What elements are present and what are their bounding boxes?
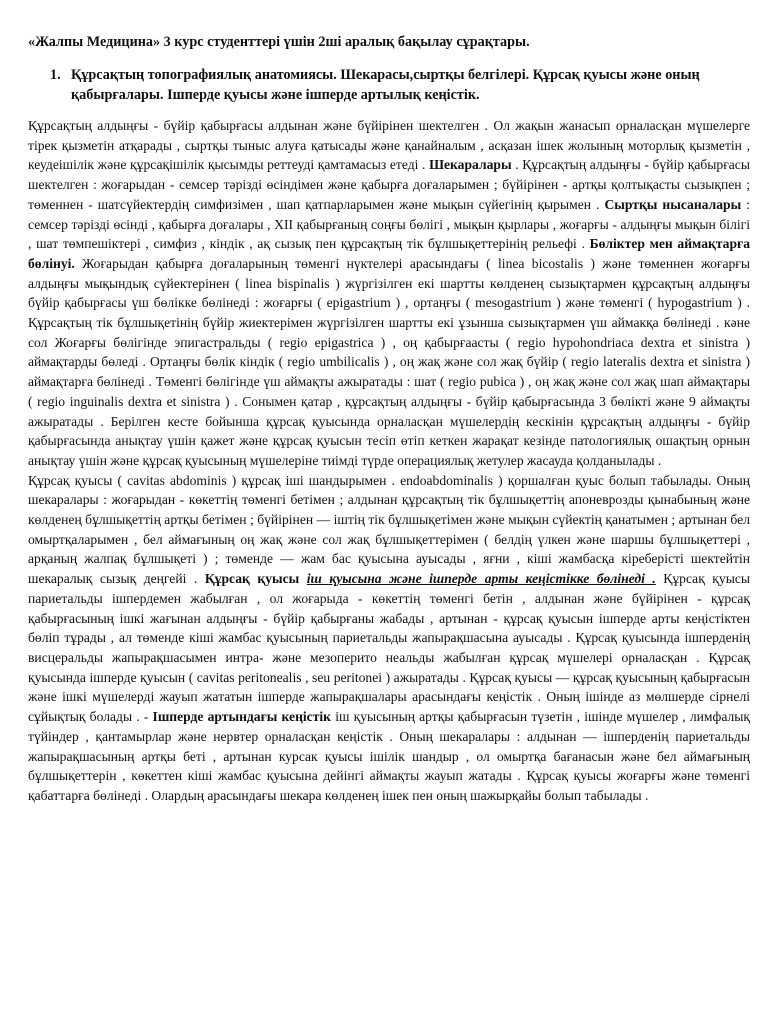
question-item: [50, 66, 750, 105]
heading-boundaries: Шекаралары: [429, 157, 512, 173]
heading-landmarks: Сыртқы нысаналары: [604, 196, 742, 212]
question-text: Құрсақтың топографиялық анатомиясы. Шекарасы,сыртқы белгілері. Құрсақ қуысы және оның қабырғалары. Ішперде қуысы және ішперде артылық кеңістік.: [71, 67, 700, 103]
question-number: 1.: [50, 67, 61, 83]
text-run: . Құрсақтың алдыңғы - бүйір қабырғасы шектелген : жоғарыдан - семсер тәрізді өсіндімен және қабырға доғаларымен ; бүйірінен - артқы қолтықасты сызықпен ; төменнен - шатсүйектердің симфизімен , шап қатпарларымен және мықын сүйегінің қырымен .: [28, 157, 750, 212]
text-run: : семсер тәрізді өсінді , қабырға доғалары , XII қабырғаның соңғы бөлігі , мықын қырлары , жоғарғы - алдыңғы мықын білігі , шат төмпешіктері , симфиз , кіндік , ақ сызық пен құрсақтың тік бұлшықеттерінің рельефі .: [28, 196, 750, 252]
document-page: [28, 32, 750, 806]
paragraph-anterior-wall: [28, 116, 750, 471]
heading-abdominal-cavity: Құрсақ қуысы: [204, 571, 300, 587]
text-run: Құрсақ қуысы ( cavitas abdominis ) құрсақ іші шандырымен . endoabdominalis ) қоршалған қуыс болып табылады. Оның шекаралары : жоғарыдан - көкеттің төменгі бетімен ; алдынан құрсақтың тік бұлшықеттің апоневрозды қынабының және көлденең бұлшықеттің артқы бетімен ; бүйірінен — іштің тік бұлшықетімен және мықын сүйектің қанатымен ; артынан бел омыртқаларымен , бел аймағының оң жақ және сол жақ бұлшықеттерімен ( белдің үлкен және шаршы бұлшықеттері , арқаның жалпақ бұлшықеті ) ; төменде — жам бас қуысына ауысады , яғни , кіші жамбасқа кіреберісті шектейтін шекаралық сызық деңгейі .: [28, 472, 750, 587]
heading-regions: Бөліктер мен аймақтарға бөлінуі.: [28, 236, 750, 271]
text-run: Жоғарыдан қабырға доғаларының төменгі нүктелері арасындағы ( linea bicostalis ) және төменнен жоғарғы алдыңғы мықындық сүйектерінен ( linea bispinalis ) жүргізілген екі шартты көлденең сызықтармен құрсақтың алдыңғы бүйір қабырғасы үш бөлікке бөлінеді : жоғарғы ( epigastrium ) , ортаңғы ( mesogastrium ) және төменгі ( hypogastrium ) . Құрсақтың тік бұлшықетінің бүйір жиектерімен жүргізілген шартты екі ұзынша сызықтармен үш аймакқа бөлінеді . кәне сол Жоғарғы бөлігінде эпигастральды ( regio epigastrica ) , оң қабырғаасты ( regio hypohondriaca dextra et sinistra ) аймақтарды бөледі . Ортаңғы бөлік кіндік ( regio umbilicalis ) , оң жақ және сол жақ бүйір ( regio lateralis dextra et sinistra ) аймақтарға бөлінеді . Төменгі бөлігінде үш аймақты ажыратады : шат ( regio pubica ) , оң жақ және сол жақ шап аймақтары ( regio inguinalis dextra et sinistra ) . Сонымен қатар , құрсақтың алдыңғы - бүйір қабырғасында 3 бөлікті және 9 аймақты ажыратады . Берілген кесте бойынша құрсақ қуысында орналасқан мүшелердің кескінін құрсақтың алдыңғы - бүйір қабырғасында анықтау үшін қажет және құрсақ қуысын тесіп өтіп кеткен жарақат кезінде патологиялық ошақтың орнын анықтау үшін және құрсақ қуысының мүшелеріне тиімді түрде операциялық жетулер жасауда қолданылады .: [28, 255, 750, 468]
text-run: Құрсақтың алдыңғы - бүйір қабырғасы алдынан және бүйірінен шектелген . Ол жақын жанасып орналасқан мүшелерге тірек қызметін атқарады , сыртқы тыныс алуға қатысады және қанайналым , асқазан ішек жолының моторлық қызметін , кеудеішілік және құрсақішілік қысымды реттеуді қамтамасыз етеді .: [28, 118, 750, 173]
text-run: іш қуысының артқы қабырғасын түзетін , ішінде мүшелер , лимфалық түйіндер , қантамырлар және нервтер орналасқан кеңістік . Оның шекаралары : алдынан — ішперденің париетальды жапырақшасының артқы беті , артынан курсак қуысы ішілік шандыр , ол омыртқа бағанасын және бел аймағының бұлшықеттерін , көкеттен кіші жамбас қуысына дейінгі аймақты жауып жатады . Құрсақ қуысы жоғарғы және төменгі қабаттарға бөлінеді . Олардың арасындағы шекара көлденең ішек пен оның шажырқайы болып табылады .: [28, 709, 751, 803]
page-title: «Жалпы Медицина» 3 курс студенттері үшін 2ші аралық бақылау сұрақтары.: [28, 34, 530, 50]
emphasis-division: іш қуысына және ішперде арты кеңістікке бөлінеді .: [306, 571, 656, 587]
heading-retroperitoneal-space: Ішперде артындағы кеңістік: [152, 709, 332, 725]
paragraph-abdominal-cavity: [28, 471, 750, 806]
text-run: Құрсақ қуысы париетальды ішпердемен жабылған , ол жоғарыда - көкеттің төменгі бетін , алдынан және бүйірінен - құрсақ қабырғасының ішкі жағынан алдыңғы - бүйір қабырғаны жабады , артынан - құрсақ қуысын ішперде арты кеңістіктен бөліп тұрады , ал төменде кіші жамбас қуысының париетальды жапырақшасына ауысады . Құрсақ қуысында ішперденің висцеральды жапырақшасымен интра- және мезоперито неальды жабылған құрсақ мүшелері орналасқан . Құрсақ қуысында ішперде қуысын ( cavitas peritonealis , seu peritonei ) ажыратады . Құрсақ қуысы — құрсақ қуысының қабырғасын және ішкі мүшелерді жауып жататын ішперде жапырақшалары арасындағы кеңістік . Оның ішінде аз мөлшерде сірнелі сұйықтық болады . -: [28, 571, 751, 725]
